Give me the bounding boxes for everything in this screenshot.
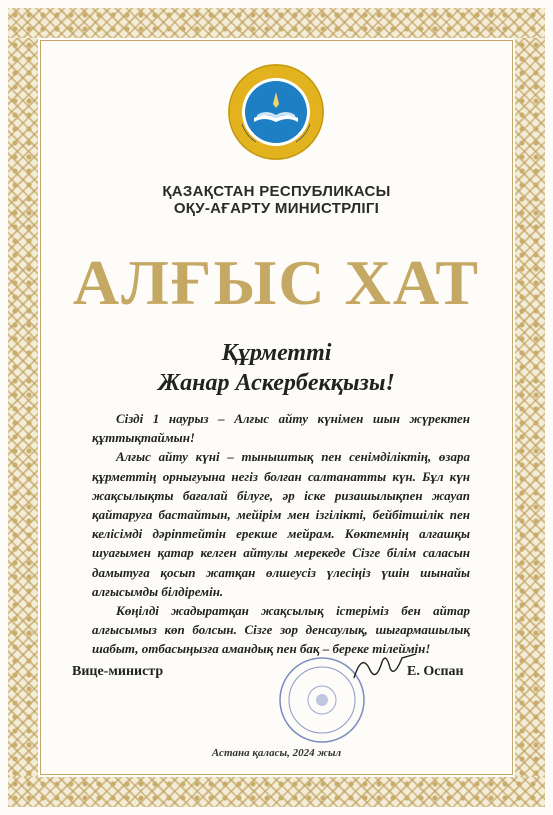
ministry-line-1: ҚАЗАҚСТАН РЕСПУБЛИКАСЫ bbox=[162, 183, 391, 200]
ministry-name bbox=[100, 183, 453, 217]
greeting bbox=[40, 338, 513, 398]
letter-body bbox=[92, 409, 470, 659]
body-paragraph-2: Алғыс айту күні – тыныштық пен сенімділіктің, өзара құрметтің орнығуына негіз болған салтанатты күн. Бұл күн жақсылықты бағалай білуге, әр іске ризашылықпен жауап қайтаруға бастайтын, мейірім мен ізгілікті, бейбітшілік пен келісімді дәріптейтін ерекше мейрам. Көктемнің алғашқы шуағымен қатар келген айтулы мерекеде Сізге білім саласын дамытуға қосып жатқан өлшеусіз үлесіңіз үшін шынайы алғысымды білдіремін. bbox=[92, 449, 470, 599]
signer-name: Е. Оспан bbox=[407, 664, 464, 679]
border-band-top bbox=[8, 8, 545, 38]
recipient-name: Жанар Аскербекқызы! bbox=[158, 370, 395, 396]
signer-role: Вице-министр bbox=[72, 664, 164, 679]
ministry-line-2: ОҚУ-АҒАРТУ МИНИСТРЛІГІ bbox=[173, 200, 380, 217]
place-and-date: Астана қаласы, 2024 жыл bbox=[211, 747, 342, 759]
body-paragraph-3: Көңілді жадыратқан жақсылық істеріміз бен айтар алғысымыз көп болсын. Сізге зор денсаулық, шығармашылық шабыт, отбасыңызға амандық пен бақ – береке тілеймін! bbox=[92, 603, 470, 657]
document-title: АЛҒЫС ХАТ bbox=[72, 247, 481, 318]
body-paragraph-1: Сізді 1 наурыз – Алғыс айту күнімен шын жүректен құттықтаймын! bbox=[92, 411, 470, 446]
border-band-bottom bbox=[8, 777, 545, 807]
ministry-emblem-icon bbox=[226, 62, 326, 162]
border-band-left bbox=[8, 38, 38, 777]
border-band-right bbox=[515, 38, 545, 777]
greeting-line-1: Құрметті bbox=[221, 340, 332, 366]
